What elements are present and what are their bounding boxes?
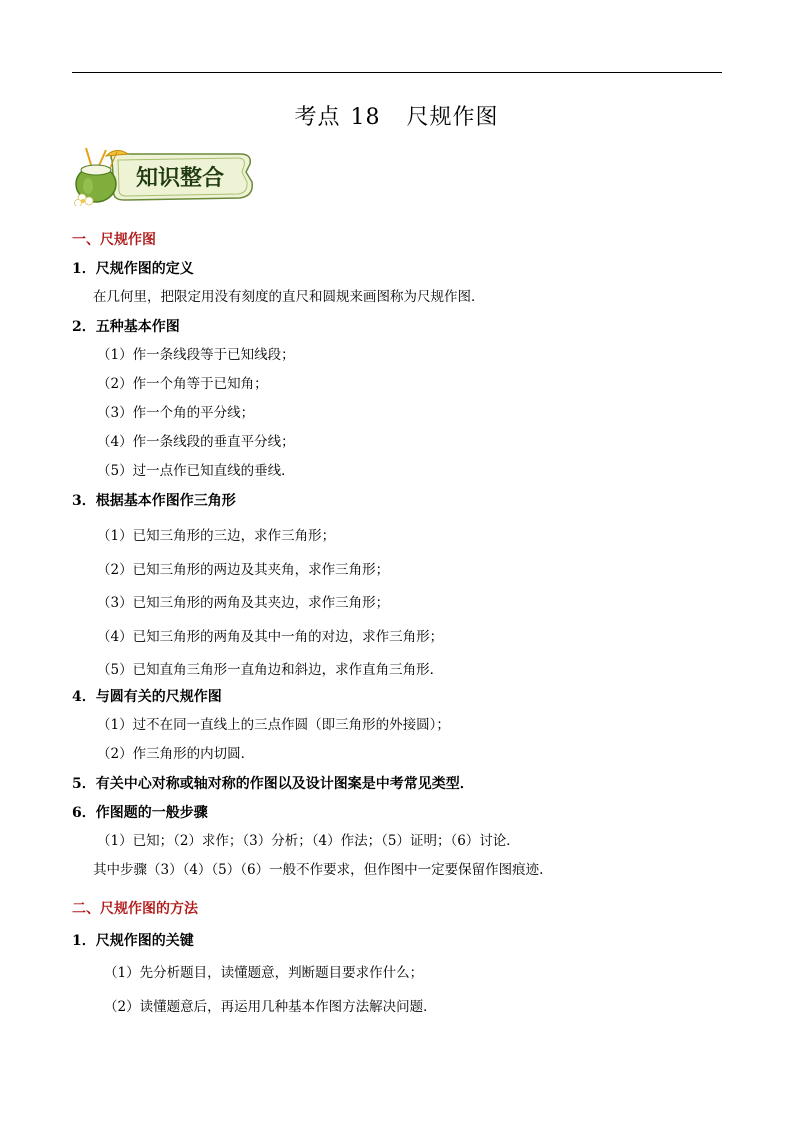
title-text: 尺规作图 bbox=[406, 105, 499, 130]
header-rule bbox=[72, 72, 722, 73]
item-heading-1-5: 5．有关中心对称或轴对称的作图以及设计图案是中考常见类型． bbox=[72, 776, 474, 792]
page-title bbox=[0, 100, 793, 131]
item-heading-2-1: 1．尺规作图的关键 bbox=[72, 933, 194, 949]
badge-label: 知识整合 bbox=[135, 166, 225, 191]
section-heading-2: 二、尺规作图的方法 bbox=[72, 901, 198, 917]
list-item: （3）已知三角形的两角及其夹边，求作三角形； bbox=[97, 595, 390, 611]
item-heading-1-2: 2．五种基本作图 bbox=[72, 319, 180, 335]
list-item: （1）已知；（2）求作；（3）分析；（4）作法；（5）证明；（6）讨论． bbox=[97, 833, 520, 849]
list-item: （1）作一条线段等于已知线段； bbox=[97, 347, 295, 363]
item-heading-1-3: 3．根据基本作图作三角形 bbox=[72, 493, 236, 509]
title-prefix: 考点 bbox=[294, 105, 341, 130]
item-heading-1-6: 6．作图题的一般步骤 bbox=[72, 805, 208, 821]
list-item: （5）过一点作已知直线的垂线． bbox=[97, 463, 295, 479]
item-heading-1-4: 4．与圆有关的尺规作图 bbox=[72, 689, 222, 705]
section-heading-1: 一、尺规作图 bbox=[72, 232, 156, 248]
item-body: 在几何里，把限定用没有刻度的直尺和圆规来画图称为尺规作图． bbox=[93, 289, 485, 305]
list-item: 其中步骤（3）（4）（5）（6）一般不作要求，但作图中一定要保留作图痕迹. bbox=[93, 862, 544, 878]
list-item: （1）先分析题目，读懂题意，判断题目要求作什么； bbox=[104, 965, 424, 981]
list-item: （2）作一个角等于已知角； bbox=[97, 376, 268, 392]
list-item: （1）已知三角形的三边，求作三角形； bbox=[97, 528, 336, 544]
list-item: （4）作一条线段的垂直平分线； bbox=[97, 434, 295, 450]
list-item: （2）作三角形的内切圆． bbox=[97, 746, 255, 762]
item-heading-1-1: 1．尺规作图的定义 bbox=[72, 261, 194, 277]
knowledge-badge bbox=[72, 146, 254, 206]
list-item: （3）作一个角的平分线； bbox=[97, 405, 255, 421]
list-item: （4）已知三角形的两角及其中一角的对边，求作三角形； bbox=[97, 629, 444, 645]
list-item: （5）已知直角三角形一直角边和斜边，求作直角三角形． bbox=[97, 662, 444, 678]
list-item: （1）过不在同一直线上的三点作圆（即三角形的外接圆）； bbox=[97, 717, 450, 733]
list-item: （2）读懂题意后，再运用几种基本作图方法解决问题． bbox=[104, 999, 437, 1015]
list-item: （2）已知三角形的两边及其夹角，求作三角形； bbox=[97, 562, 390, 578]
title-number: 18 bbox=[350, 105, 381, 130]
